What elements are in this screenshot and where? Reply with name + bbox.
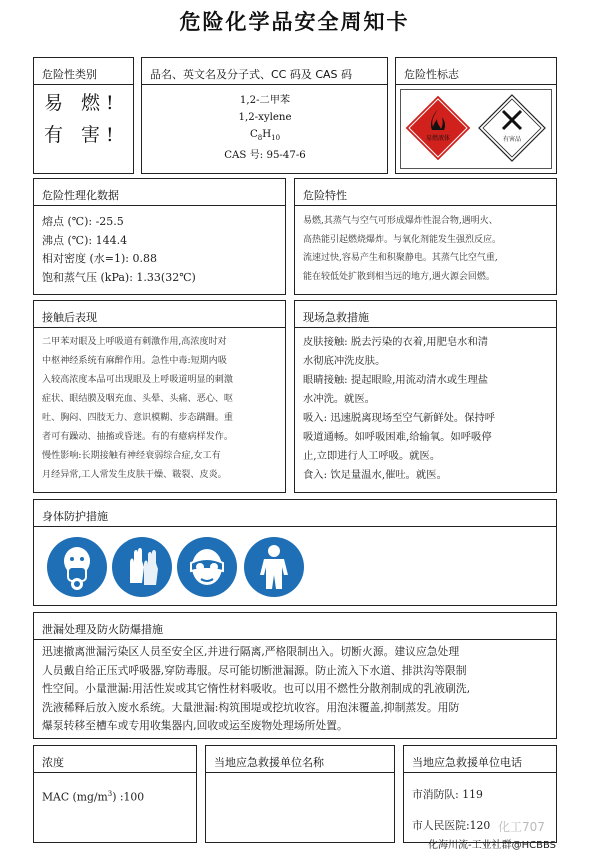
first-aid-line: 食入: 饮足量温水,催吐。就医。 [303,469,447,481]
goggles-icon [177,537,237,597]
hazard-signs-frame [400,89,552,169]
bottom-watermark: 化海川流-工业社群@HCBBS [428,840,557,851]
ppe-panel [33,499,557,606]
first-aid-line: 眼睛接触: 提起眼睑,用流动清水或生理盐 [303,374,489,386]
protective-suit-icon [244,537,304,597]
first-aid-panel [294,300,557,493]
concentration-panel [33,745,197,843]
contact-line: 症状、眼结膜及咽充血、头晕、头痛、恶心、呕 [42,394,233,404]
panel-header: 危险特性 [295,179,556,206]
panel-header: 身体防护措施 [34,500,556,527]
panel-header: 危险性标志 [396,58,556,85]
fire-brigade-phone: 市消防队: 119 [412,788,483,801]
physchem-panel [33,178,286,295]
panel-header: 现场急救措施 [295,301,556,328]
first-aid-line: 止,立即进行人工呼吸。就医。 [303,450,441,462]
first-aid-line: 水彻底冲洗皮肤。 [303,355,386,367]
hazard-prop-line: 流速过快,容易产生和积聚静电。其蒸气比空气重, [303,253,498,263]
panel-header: 当地应急救援单位名称 [206,746,394,773]
contact-line: 者可有躁动、抽搐或昏迷。有的有癔病样发作。 [42,432,233,442]
faint-watermark: 化工707 [498,820,545,834]
contact-symptoms-panel [33,300,286,493]
leak-fire-panel [33,612,557,739]
hazard-line: 易 燃! [44,92,120,114]
hazard-signs-panel [395,57,557,174]
hazard-prop-line: 高热能引起燃烧爆炸。与氧化剂能发生强烈反应。 [303,234,502,245]
physchem-line: 沸点 (℃): 144.4 [42,233,128,247]
panel-header: 当地应急救援单位电话 [404,746,556,773]
english-name: 1,2-xylene [238,112,292,123]
harmful-substance-icon [477,93,547,163]
hazard-properties-panel [294,178,557,295]
first-aid-line: 吸道通畅。如呼吸困难,给输氧。如呼吸停 [303,431,492,443]
contact-line: 二甲苯对眼及上呼吸道有刺激作用,高浓度时对 [42,337,227,347]
contact-line: 慢性影响:长期接触有神经衰弱综合症,女工有 [42,451,221,461]
leak-line: 迅速撤离泄漏污染区人员至安全区,并进行隔离,严格限制出入。切断火源。建议应急处理 [42,645,460,658]
leak-line: 爆泵转移至槽车或专用收集器内,回收或运至废物处理场所处置。 [42,719,348,733]
panel-header: 品名、英文名及分子式、CC 码及 CAS 码 [142,58,387,85]
panel-header: 危险性理化数据 [34,179,285,206]
hazard-line: 有 害! [44,124,120,146]
mac-value: MAC $(mg/m^3)$ :100 [42,790,145,804]
hazard-category-panel [33,57,134,174]
contact-line: 月经异常,工人常发生皮肤干燥、皲裂、皮炎。 [42,470,227,480]
leak-line: 性空间。小量泄漏:用活性炭或其它惰性材料吸收。也可以用不燃性分散剂制成的乳液刷洗, [42,682,471,696]
panel-header: 危险性类别 [34,58,133,85]
cas-number: CAS 号: 95-47-6 [224,150,306,162]
chinese-name: 1,2-二甲苯 [239,95,291,106]
leak-line: 人员戴自给正压式呼吸器,穿防毒服。尽可能切断泄漏源。防止流入下水道、排洪沟等限制 [42,663,467,677]
page-title: 危险化学品安全周知卡 [179,10,410,34]
physchem-line: 饱和蒸气压 (kPa): 1.33(32℃) [42,270,196,284]
hazard-prop-line: 能在较低处扩散到相当远的地方,遇火源会回燃。 [303,271,495,282]
respirator-icon [47,537,107,597]
names-subbox [142,85,387,173]
svg-text:有害品: 有害品 [502,136,522,143]
molecular-formula: $C_8H_{10}$ [249,129,281,143]
first-aid-line: 吸入: 迅速脱离现场至空气新鲜处。保持呼 [303,412,496,424]
first-aid-line: 水冲洗。就医。 [303,393,376,405]
rescue-unit-panel [205,745,395,843]
first-aid-line: 皮肤接触: 脱去污染的衣着,用肥皂水和清 [303,336,489,348]
physchem-line: 相对密度 (水=1): 0.88 [42,252,157,265]
panel-header: 泄漏处理及防火防爆措施 [34,613,556,640]
hospital-phone: 市人民医院:120 [412,818,491,832]
physchem-line: 熔点 (℃): -25.5 [42,215,124,228]
gloves-icon [112,537,172,597]
contact-line: 中枢神经系统有麻醉作用。急性中毒:短期内吸 [42,356,227,366]
leak-line: 洗液稀释后放入废水系统。大量泄漏:构筑围堤或挖坑收容。用泡沫覆盖,抑制蒸发。用防 [42,700,460,714]
panel-header: 浓度 [34,746,196,773]
contact-line: 入较高浓度本品可出现眼及上呼吸道明显的刺激 [42,375,233,385]
flammable-liquid-icon [403,93,473,163]
names-panel [141,57,388,174]
contact-line: 吐、胸闷、四肢无力、意识模糊、步态蹒跚。重 [42,413,233,423]
svg-text:易燃液体: 易燃液体 [425,135,451,142]
hazard-prop-line: 易燃,其蒸气与空气可形成爆炸性混合物,遇明火、 [303,216,498,226]
panel-header: 接触后表现 [34,301,285,328]
